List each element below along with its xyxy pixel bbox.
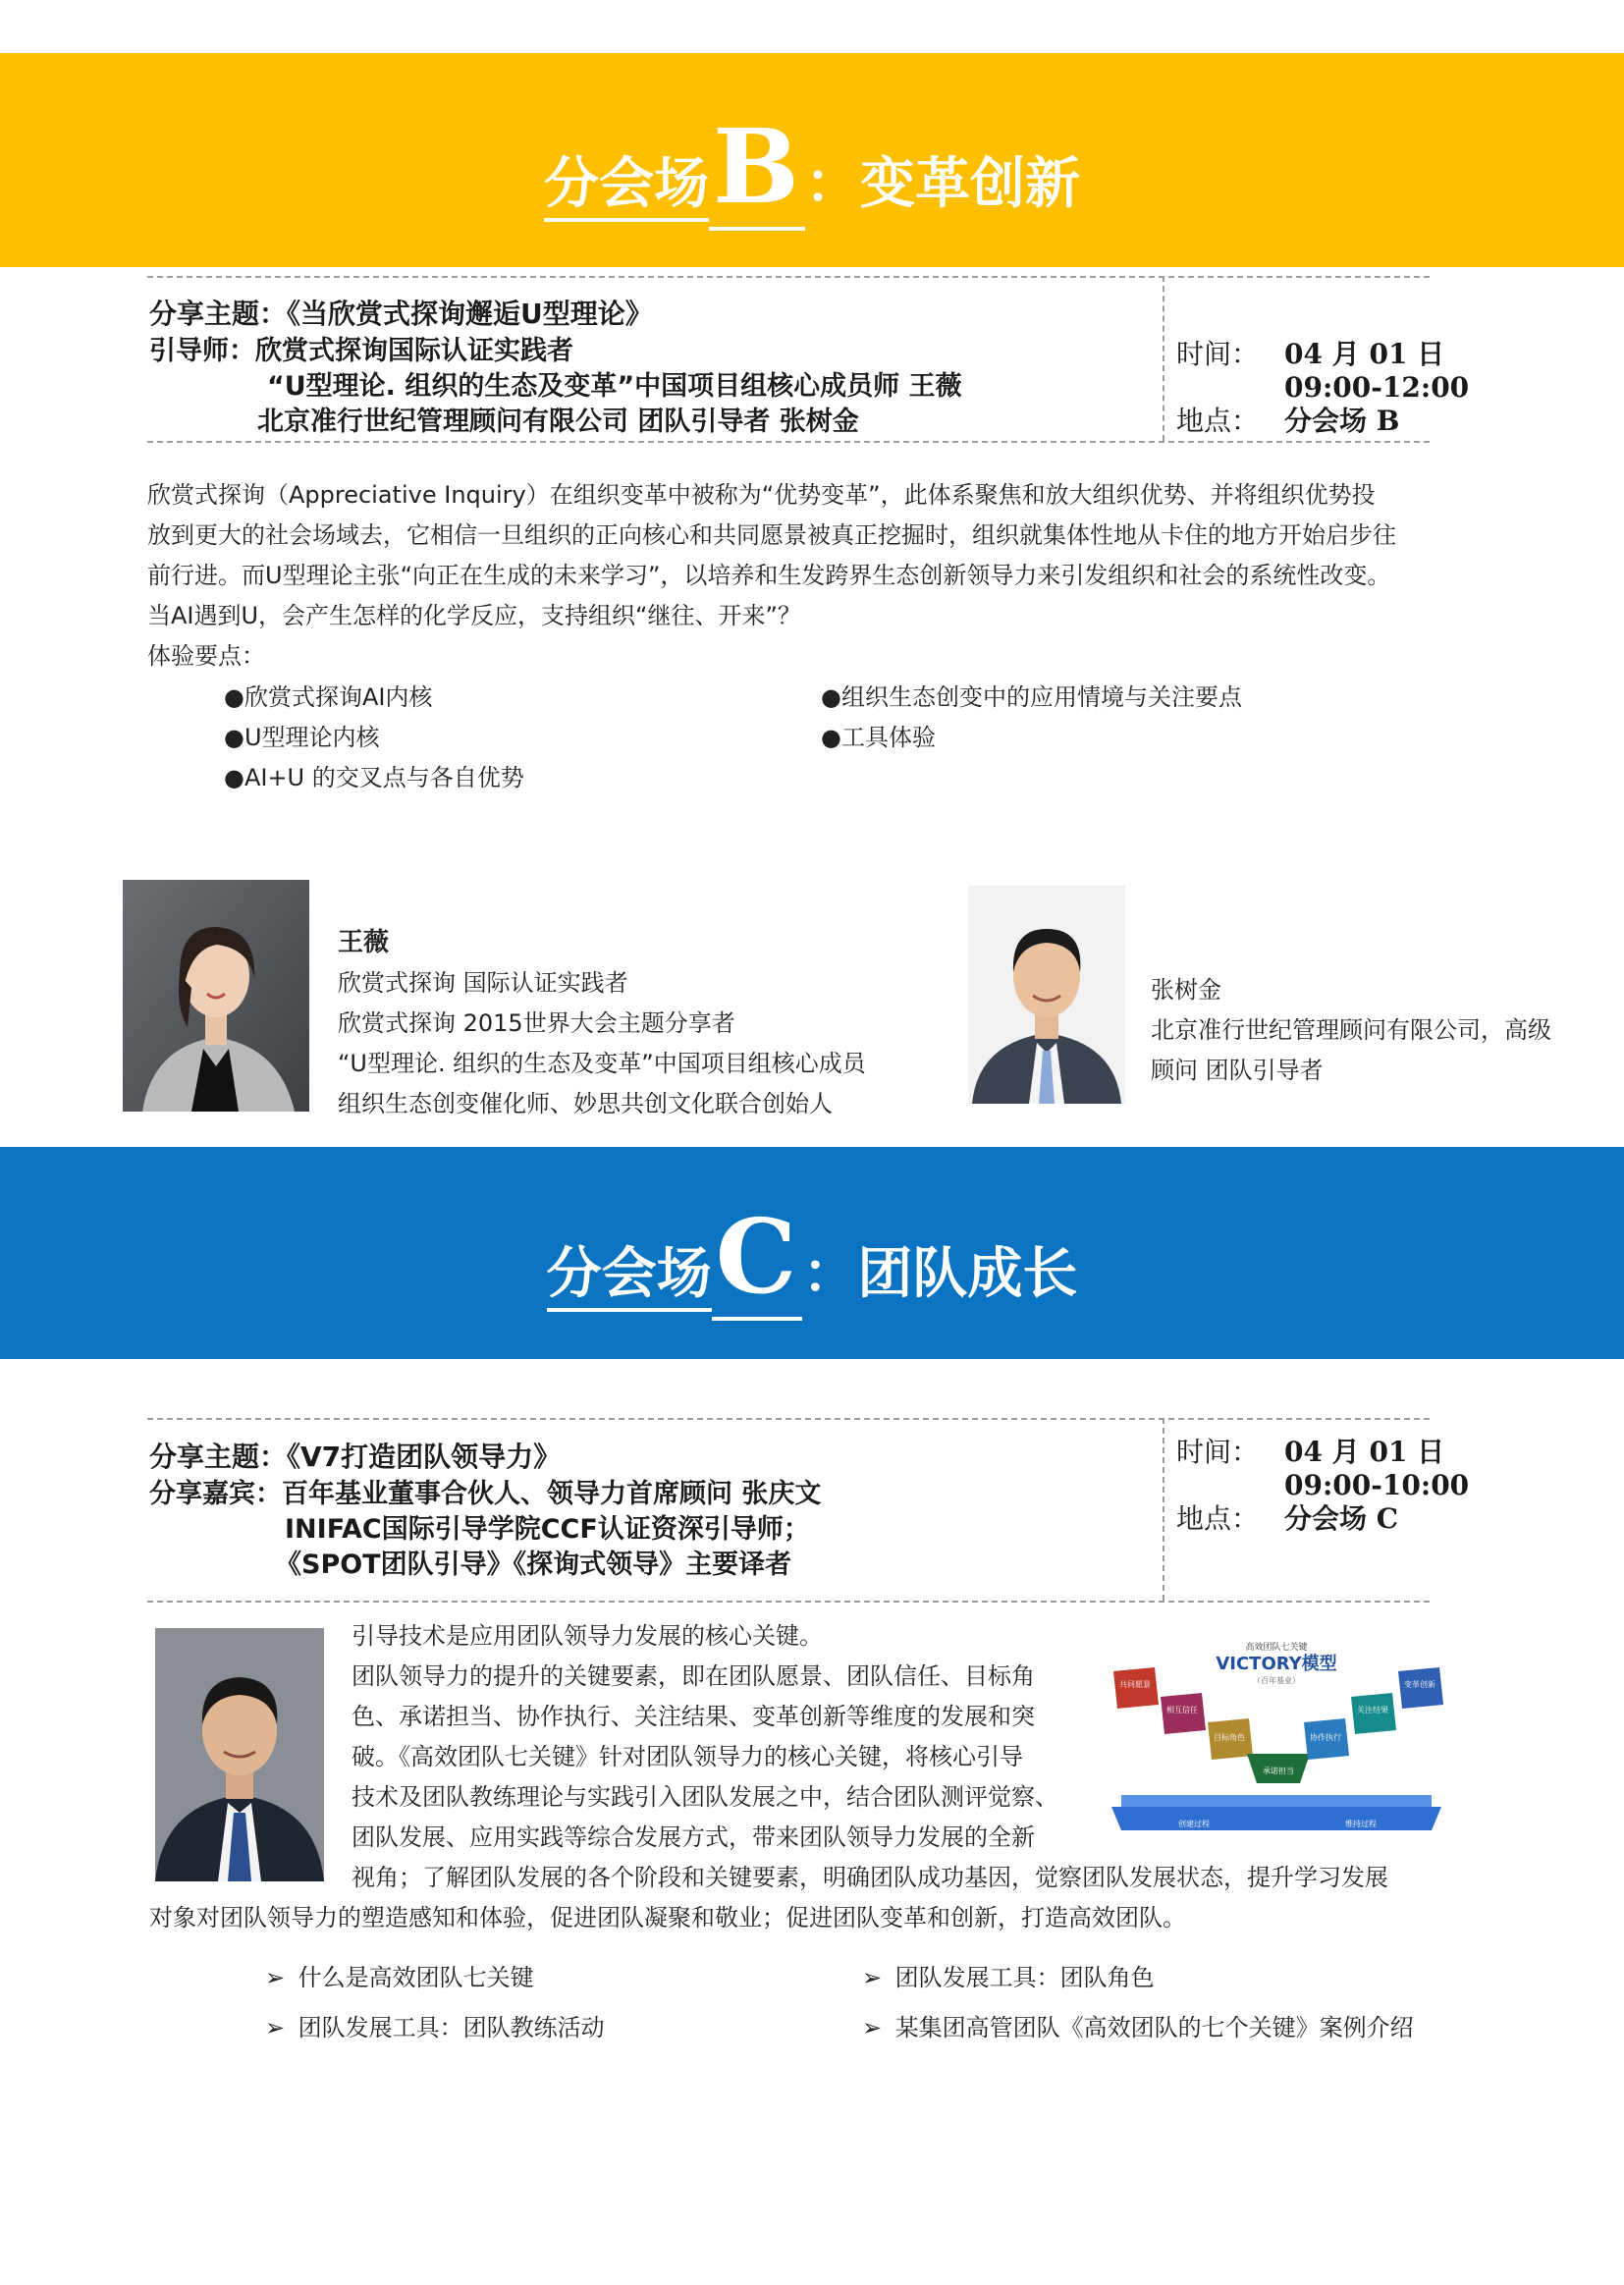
list-item: ●组织生态创变中的应用情境与关注要点 bbox=[821, 683, 1242, 711]
banner-c-prefix: 分会场 bbox=[547, 1241, 712, 1312]
paragraph-line: 放到更大的社会场域去，它相信一旦组织的正向核心和共同愿景被真正挖掘时，组织就集体性地从卡住的地方开始启步往 bbox=[147, 521, 1396, 549]
diagram-top-label: 高效团队七关键 bbox=[1245, 1643, 1308, 1653]
banner-b-letter: B bbox=[709, 106, 805, 231]
photo-wang-wei bbox=[123, 880, 309, 1112]
list-item-label: 什么是高效团队七关键 bbox=[298, 1964, 534, 1991]
guest-line-1: 分享嘉宾：百年基业董事合伙人、领导力首席顾问 张庆文 bbox=[149, 1479, 822, 1509]
bio-line: 顾问 团队引导者 bbox=[1151, 1057, 1324, 1084]
paragraph-line: 前行进。而U型理论主张“向正在生成的未来学习”，以培养和生发跨界生态创新领导力来引发组织和社会的系统性改变。 bbox=[147, 562, 1391, 589]
paragraph-line: 对象对团队领导力的塑造感知和体验，促进团队凝聚和敬业；促进团队变革和创新，打造高效团队。 bbox=[149, 1904, 1186, 1931]
divider bbox=[147, 1418, 1430, 1420]
banner-c-suffix: ：团队成长 bbox=[802, 1241, 1078, 1306]
list-item bbox=[265, 1958, 605, 1998]
diagram-base-left: 创建过程 bbox=[1178, 1820, 1210, 1828]
guest-line-3: 《SPOT团队引导》《探询式领导》主要译者 bbox=[275, 1550, 792, 1580]
place-value: 分会场 B bbox=[1284, 405, 1400, 437]
list-item: ●AI+U 的交叉点与各自优势 bbox=[224, 764, 524, 791]
banner-b-suffix: ：变革创新 bbox=[804, 151, 1080, 216]
banner-title-b bbox=[0, 106, 1624, 227]
arrow-bullet-icon: ➢ bbox=[265, 1964, 286, 1991]
paragraph-line: 视角；了解团队发展的各个阶段和关键要素，明确团队成功基因，觉察团队发展状态，提升学习发展 bbox=[352, 1864, 1388, 1891]
paragraph-line: 欣赏式探询（Appreciative Inquiry）在组织变革中被称为“优势变革”，此体系聚焦和放大组织优势、并将组织优势投 bbox=[147, 481, 1376, 509]
victory-model-diagram bbox=[1108, 1638, 1445, 1834]
place-value: 分会场 C bbox=[1284, 1502, 1399, 1535]
time-range: 09:00-12:00 bbox=[1284, 371, 1470, 404]
list-item: ●工具体验 bbox=[821, 724, 936, 751]
paragraph-line: 引导技术是应用团队领导力发展的核心关键。 bbox=[352, 1622, 823, 1650]
bio-zhang-shujin bbox=[1151, 970, 1551, 1091]
list-item: ●U型理论内核 bbox=[224, 724, 380, 751]
bullet-list-right-c bbox=[862, 1958, 1414, 2048]
guest-line-2: INIFAC国际引导学院CCF认证资深引导师； bbox=[285, 1514, 810, 1545]
paragraph-line: 技术及团队教练理论与实践引入团队发展之中，结合团队测评觉察、 bbox=[352, 1783, 1058, 1811]
time-label: 时间： bbox=[1176, 338, 1260, 370]
divider bbox=[147, 441, 1430, 443]
place-c bbox=[1176, 1502, 1398, 1535]
facilitator-line-2: “U型理论. 组织的生态及变革”中国项目组核心成员师 王薇 bbox=[267, 371, 962, 402]
time-date: 04 月 01 日 bbox=[1284, 338, 1445, 370]
bio-line: “U型理论. 组织的生态及变革”中国项目组核心成员 bbox=[338, 1050, 866, 1077]
diagram-step: 协作执行 bbox=[1310, 1733, 1341, 1742]
diagram-step: 目标角色 bbox=[1214, 1733, 1245, 1742]
divider bbox=[147, 1601, 1430, 1603]
time-label: 时间： bbox=[1176, 1436, 1260, 1468]
time-range-b bbox=[1284, 371, 1469, 404]
paragraph-line: 色、承诺担当、协作执行、关注结果、变革创新等维度的发展和突 bbox=[352, 1703, 1035, 1730]
list-item bbox=[862, 2008, 1414, 2048]
diagram-step: 相互信任 bbox=[1166, 1706, 1198, 1714]
arrow-bullet-icon: ➢ bbox=[862, 2014, 883, 2041]
time-date: 04 月 01 日 bbox=[1284, 1436, 1445, 1468]
list-item: ●欣赏式探询AI内核 bbox=[224, 683, 433, 711]
paragraph-line: 当AI遇到U，会产生怎样的化学反应，支持组织“继往、开来”？ bbox=[147, 602, 801, 629]
diagram-base-right: 维持过程 bbox=[1345, 1820, 1377, 1828]
diagram-step: 承诺担当 bbox=[1263, 1767, 1294, 1775]
topic-c: 分享主题：《V7打造团队领导力》 bbox=[149, 1441, 562, 1473]
facilitator-line-3: 北京准行世纪管理顾问有限公司 团队引导者 张树金 bbox=[257, 407, 859, 437]
bio-line: 欣赏式探询 国际认证实践者 bbox=[338, 969, 628, 997]
bullet-list-right-b bbox=[821, 678, 1242, 758]
list-item bbox=[862, 1958, 1414, 1998]
divider bbox=[1163, 1418, 1164, 1601]
diagram-step: 关注结果 bbox=[1357, 1706, 1388, 1714]
bio-wang-wei bbox=[338, 923, 866, 1124]
time-range: 09:00-10:00 bbox=[1284, 1469, 1470, 1501]
list-item bbox=[265, 2008, 605, 2048]
speaker-name: 张树金 bbox=[1151, 976, 1221, 1004]
arrow-bullet-icon: ➢ bbox=[862, 1964, 883, 1991]
diagram-title: VICTORY模型 bbox=[1216, 1654, 1337, 1674]
divider bbox=[147, 276, 1430, 278]
bio-line: 组织生态创变催化师、妙思共创文化联合创始人 bbox=[338, 1090, 833, 1117]
banner-title-c bbox=[0, 1196, 1624, 1317]
bio-line: 欣赏式探询 2015世界大会主题分享者 bbox=[338, 1009, 735, 1037]
paragraph-line: 体验要点： bbox=[147, 642, 265, 670]
arrow-bullet-icon: ➢ bbox=[265, 2014, 286, 2041]
photo-zhang-qingwen bbox=[155, 1628, 324, 1881]
facilitator-line-1: 引导师：欣赏式探询国际认证实践者 bbox=[149, 336, 573, 366]
description-b bbox=[147, 475, 1522, 677]
topic-b: 分享主题：《当欣赏式探询邂逅U型理论》 bbox=[149, 298, 653, 330]
paragraph-line: 破。《高效团队七关键》针对团队领导力的核心关键，将核心引导 bbox=[352, 1743, 1023, 1770]
paragraph-line: 团队领导力的提升的关键要素，即在团队愿景、团队信任、目标角 bbox=[352, 1662, 1035, 1690]
place-b bbox=[1176, 405, 1399, 437]
time-c bbox=[1176, 1436, 1444, 1468]
banner-c-letter: C bbox=[712, 1196, 803, 1321]
list-item-label: 团队发展工具：团队教练活动 bbox=[298, 2014, 605, 2041]
diagram-subtitle: （百年基业） bbox=[1253, 1676, 1300, 1685]
description-c-narrow bbox=[352, 1616, 1117, 1858]
list-item-label: 团队发展工具：团队角色 bbox=[894, 1964, 1155, 1991]
banner-b-prefix: 分会场 bbox=[544, 151, 709, 222]
bullet-list-left-c bbox=[265, 1958, 605, 2048]
time-range-c bbox=[1284, 1469, 1469, 1501]
photo-zhang-shujin bbox=[968, 886, 1125, 1104]
paragraph-line: 团队发展、应用实践等综合发展方式，带来团队领导力发展的全新 bbox=[352, 1823, 1035, 1851]
speaker-name: 王薇 bbox=[338, 928, 390, 957]
diagram-step: 共同愿景 bbox=[1119, 1680, 1151, 1689]
place-label: 地点： bbox=[1176, 405, 1260, 437]
list-item-label: 某集团高管团队《高效团队的七个关键》案例介绍 bbox=[894, 2014, 1414, 2041]
diagram-step: 变革创新 bbox=[1404, 1680, 1435, 1689]
bio-line: 北京准行世纪管理顾问有限公司，高级 bbox=[1151, 1016, 1551, 1044]
time-b bbox=[1176, 338, 1444, 370]
place-label: 地点： bbox=[1176, 1502, 1260, 1535]
bullet-list-left-b bbox=[224, 678, 524, 798]
description-c-wide bbox=[149, 1858, 1524, 1938]
divider bbox=[1163, 276, 1164, 441]
